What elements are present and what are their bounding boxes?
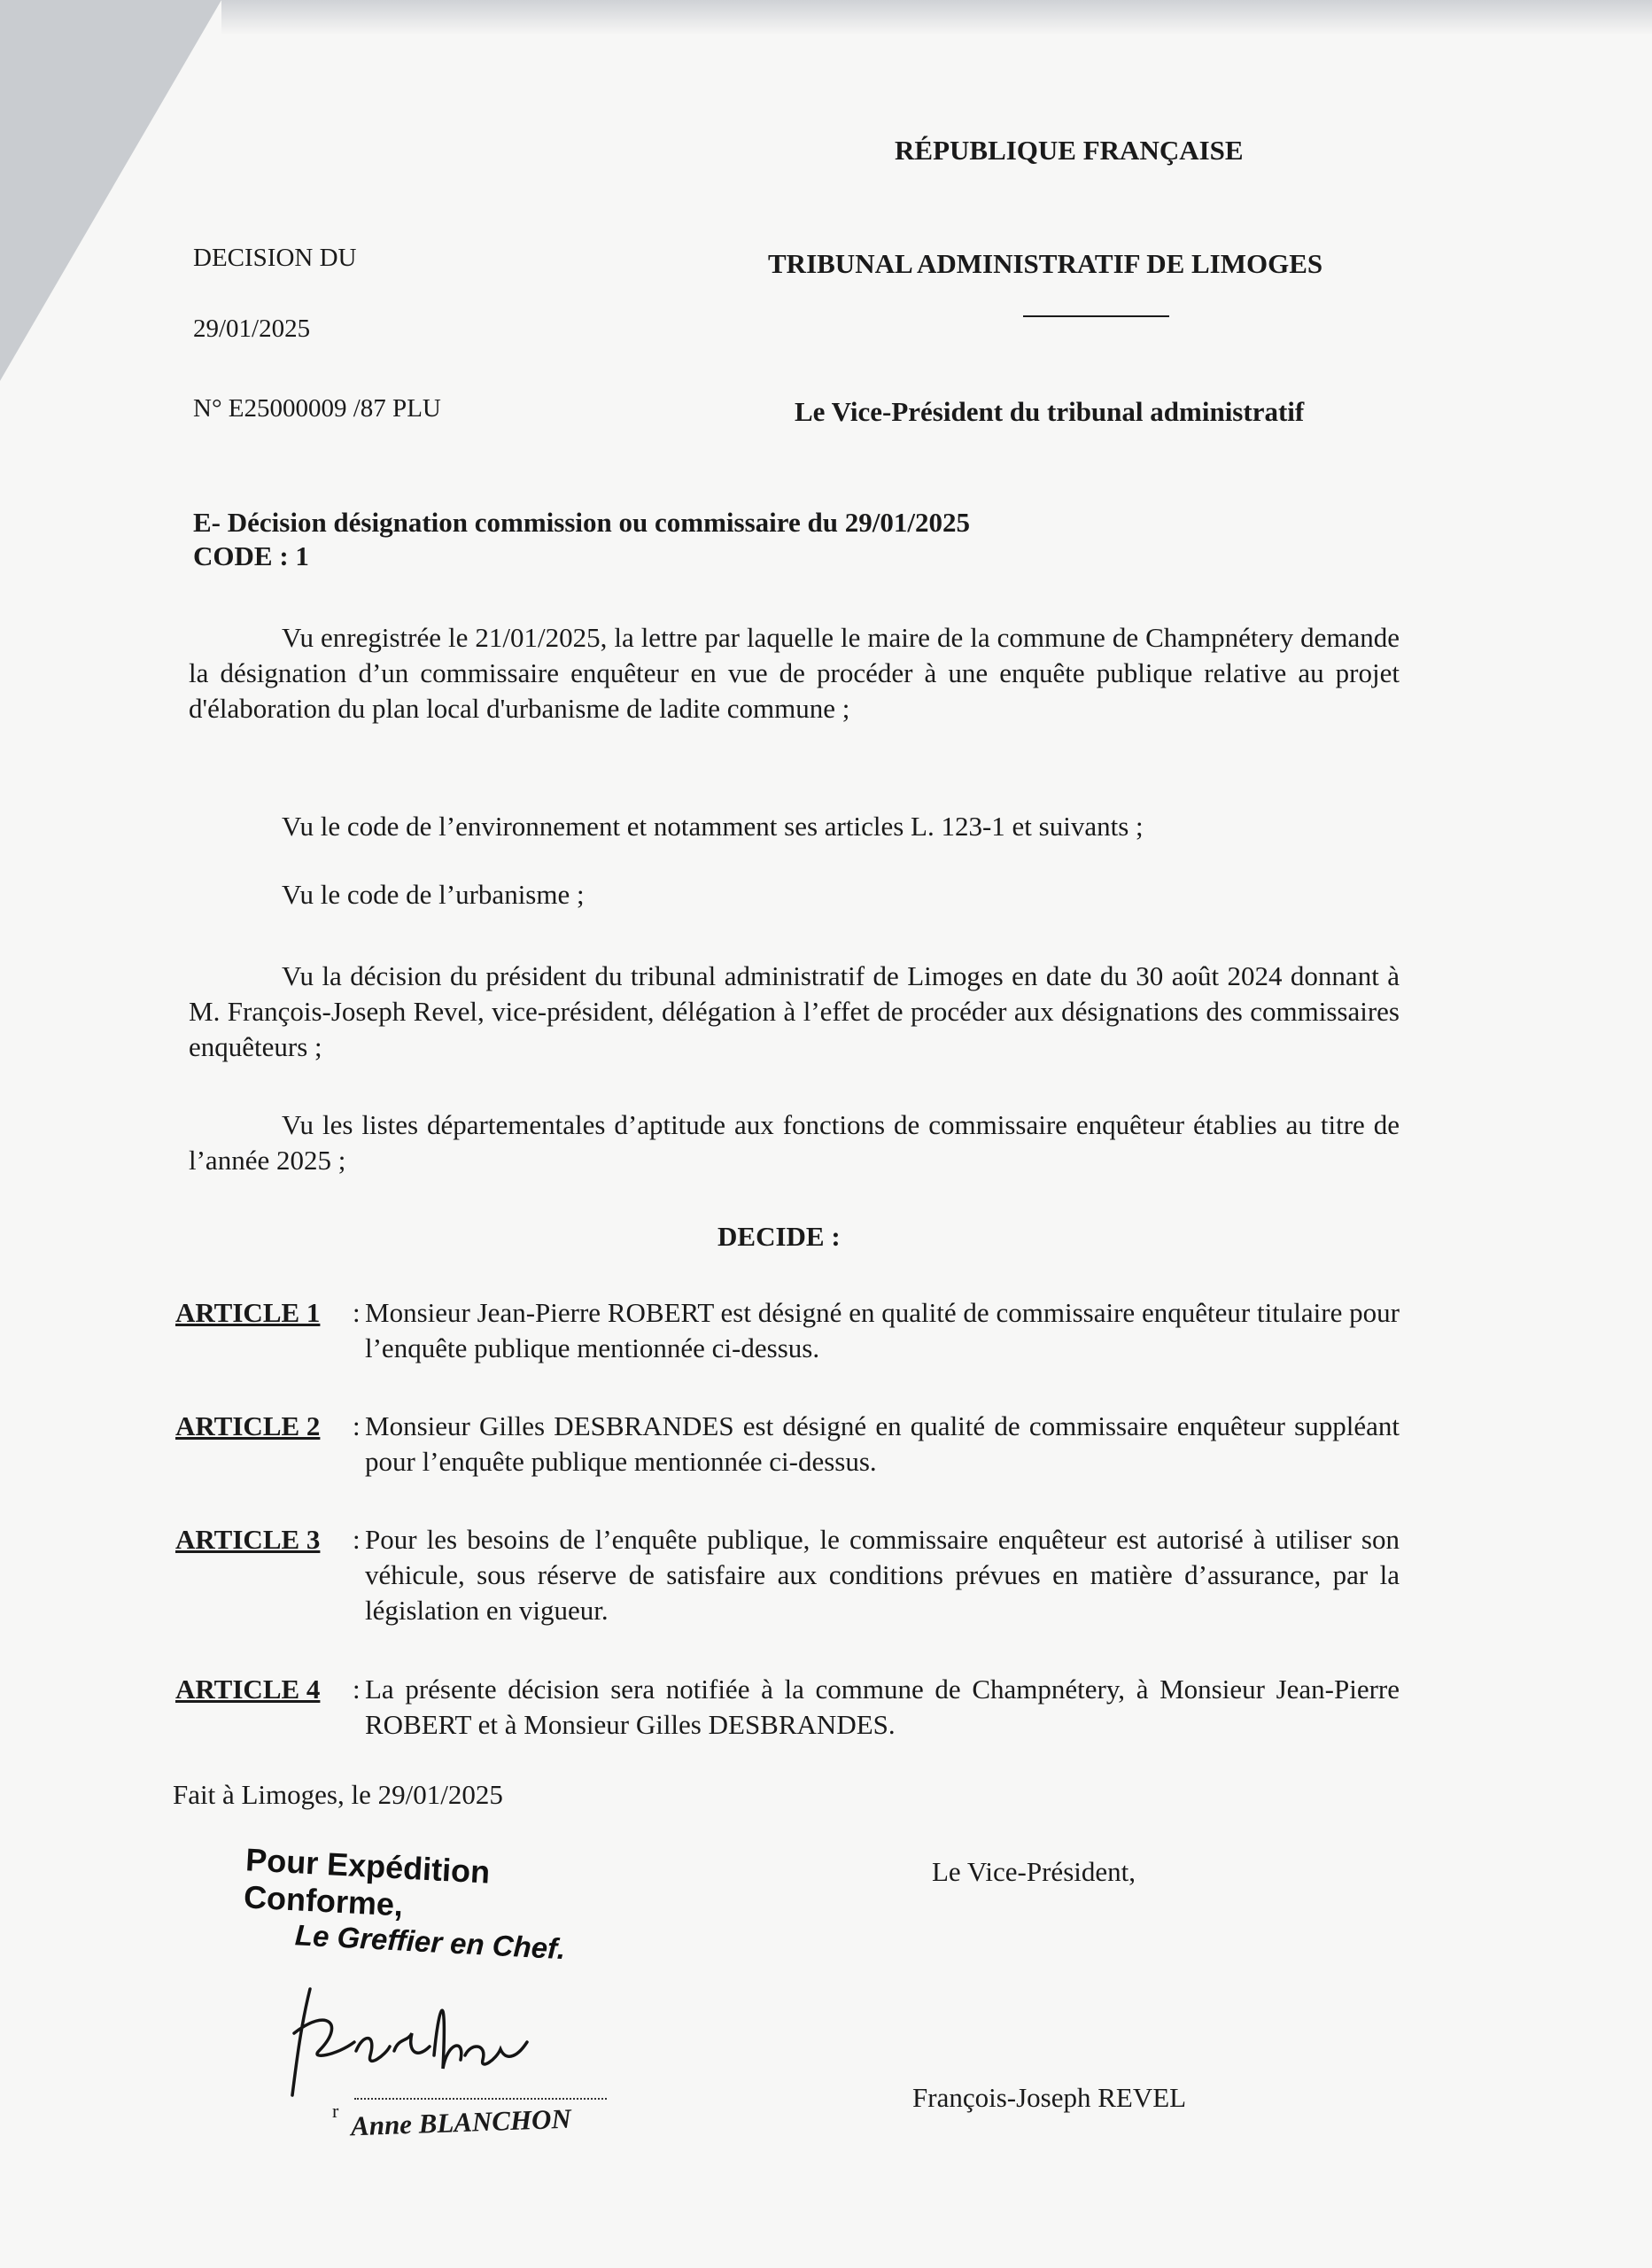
place-date: Fait à Limoges, le 29/01/2025 [173,1779,503,1810]
consideration-4: Vu la décision du président du tribunal administratif de Limoges en date du 30 août 2024 donnant à M. François-Joseph Revel, vice-président, délégation à l’effet de procéder aux désignations des commissaires enquêteurs ; [189,960,1400,1062]
article-3-text: Pour les besoins de l’enquête publique, le commissaire enquêteur est autorisé à utiliser son véhicule, sous réserve de satisfaire aux conditions prévues en matière d’assurance, par la législation en vigueur. [365,1524,1400,1626]
case-number: N° E25000009 /87 PLU [193,394,441,423]
article-1 [175,1295,1400,1366]
article-4-label: ARTICLE 4 [175,1674,321,1705]
signatory-name: François-Joseph REVEL [912,2082,1187,2113]
heading-divider [1023,315,1169,317]
subject-line: E- Décision désignation commission ou commissaire du 29/01/2025 [193,507,970,538]
consideration-1: Vu enregistrée le 21/01/2025, la lettre par laquelle le maire de la commune de Champnétery demande la désignation d’un commissaire enquêteur en vue de procéder à une enquête publique relative au projet d'élaboration du plan local d'urbanisme de ladite commune ; [189,622,1400,724]
conformity-stamp [241,1841,645,1969]
article-3-label: ARTICLE 3 [175,1524,321,1555]
stamp-line-2: Le Greffier en Chef. [294,1918,567,1966]
article-3-colon: : [353,1524,361,1555]
decision-label: DECISION DU [193,244,357,272]
article-1-colon: : [353,1297,361,1328]
article-4-colon: : [353,1674,361,1705]
clerk-name: Anne BLANCHON [350,2102,572,2142]
scan-shadow [221,0,1652,35]
folded-corner [0,0,221,381]
consideration-2: Vu le code de l’environnement et notamment ses articles L. 123-1 et suivants ; [282,811,1144,842]
decide-heading: DECIDE : [717,1221,841,1252]
signature-dotted-line [354,2098,607,2100]
article-1-text: Monsieur Jean-Pierre ROBERT est désigné en qualité de commissaire enquêteur titulaire pour l’enquête publique mentionnée ci-dessus. [365,1297,1400,1363]
signatory-title: Le Vice-Président, [932,1856,1136,1887]
consideration-5: Vu les listes départementales d’aptitude aux fonctions de commissaire enquêteur établies au titre de l’année 2025 ; [189,1109,1400,1176]
consideration-3: Vu le code de l’urbanisme ; [282,879,585,910]
article-2-colon: : [353,1410,361,1441]
article-2-text: Monsieur Gilles DESBRANDES est désigné en qualité de commissaire enquêteur suppléant pour l’enquête publique mentionnée ci-dessus. [365,1410,1400,1477]
stamp-mark: r [332,2100,339,2122]
article-3 [175,1522,1400,1628]
issuer-role: Le Vice-Président du tribunal administratif [795,396,1305,427]
article-2 [175,1409,1400,1480]
article-4-text: La présente décision sera notifiée à la commune de Champnétery, à Monsieur Jean-Pierre ROBERT et à Monsieur Gilles DESBRANDES. [365,1674,1400,1740]
code-line: CODE : 1 [193,540,309,571]
article-2-label: ARTICLE 2 [175,1410,321,1441]
article-4 [175,1672,1400,1743]
stamp-line-1: Pour Expédition Conforme, [243,1841,492,1923]
handwritten-signature [275,1971,540,2113]
republic-heading: RÉPUBLIQUE FRANÇAISE [895,135,1244,166]
article-1-label: ARTICLE 1 [175,1297,321,1328]
tribunal-heading: TRIBUNAL ADMINISTRATIF DE LIMOGES [768,248,1323,279]
decision-date: 29/01/2025 [193,315,311,343]
